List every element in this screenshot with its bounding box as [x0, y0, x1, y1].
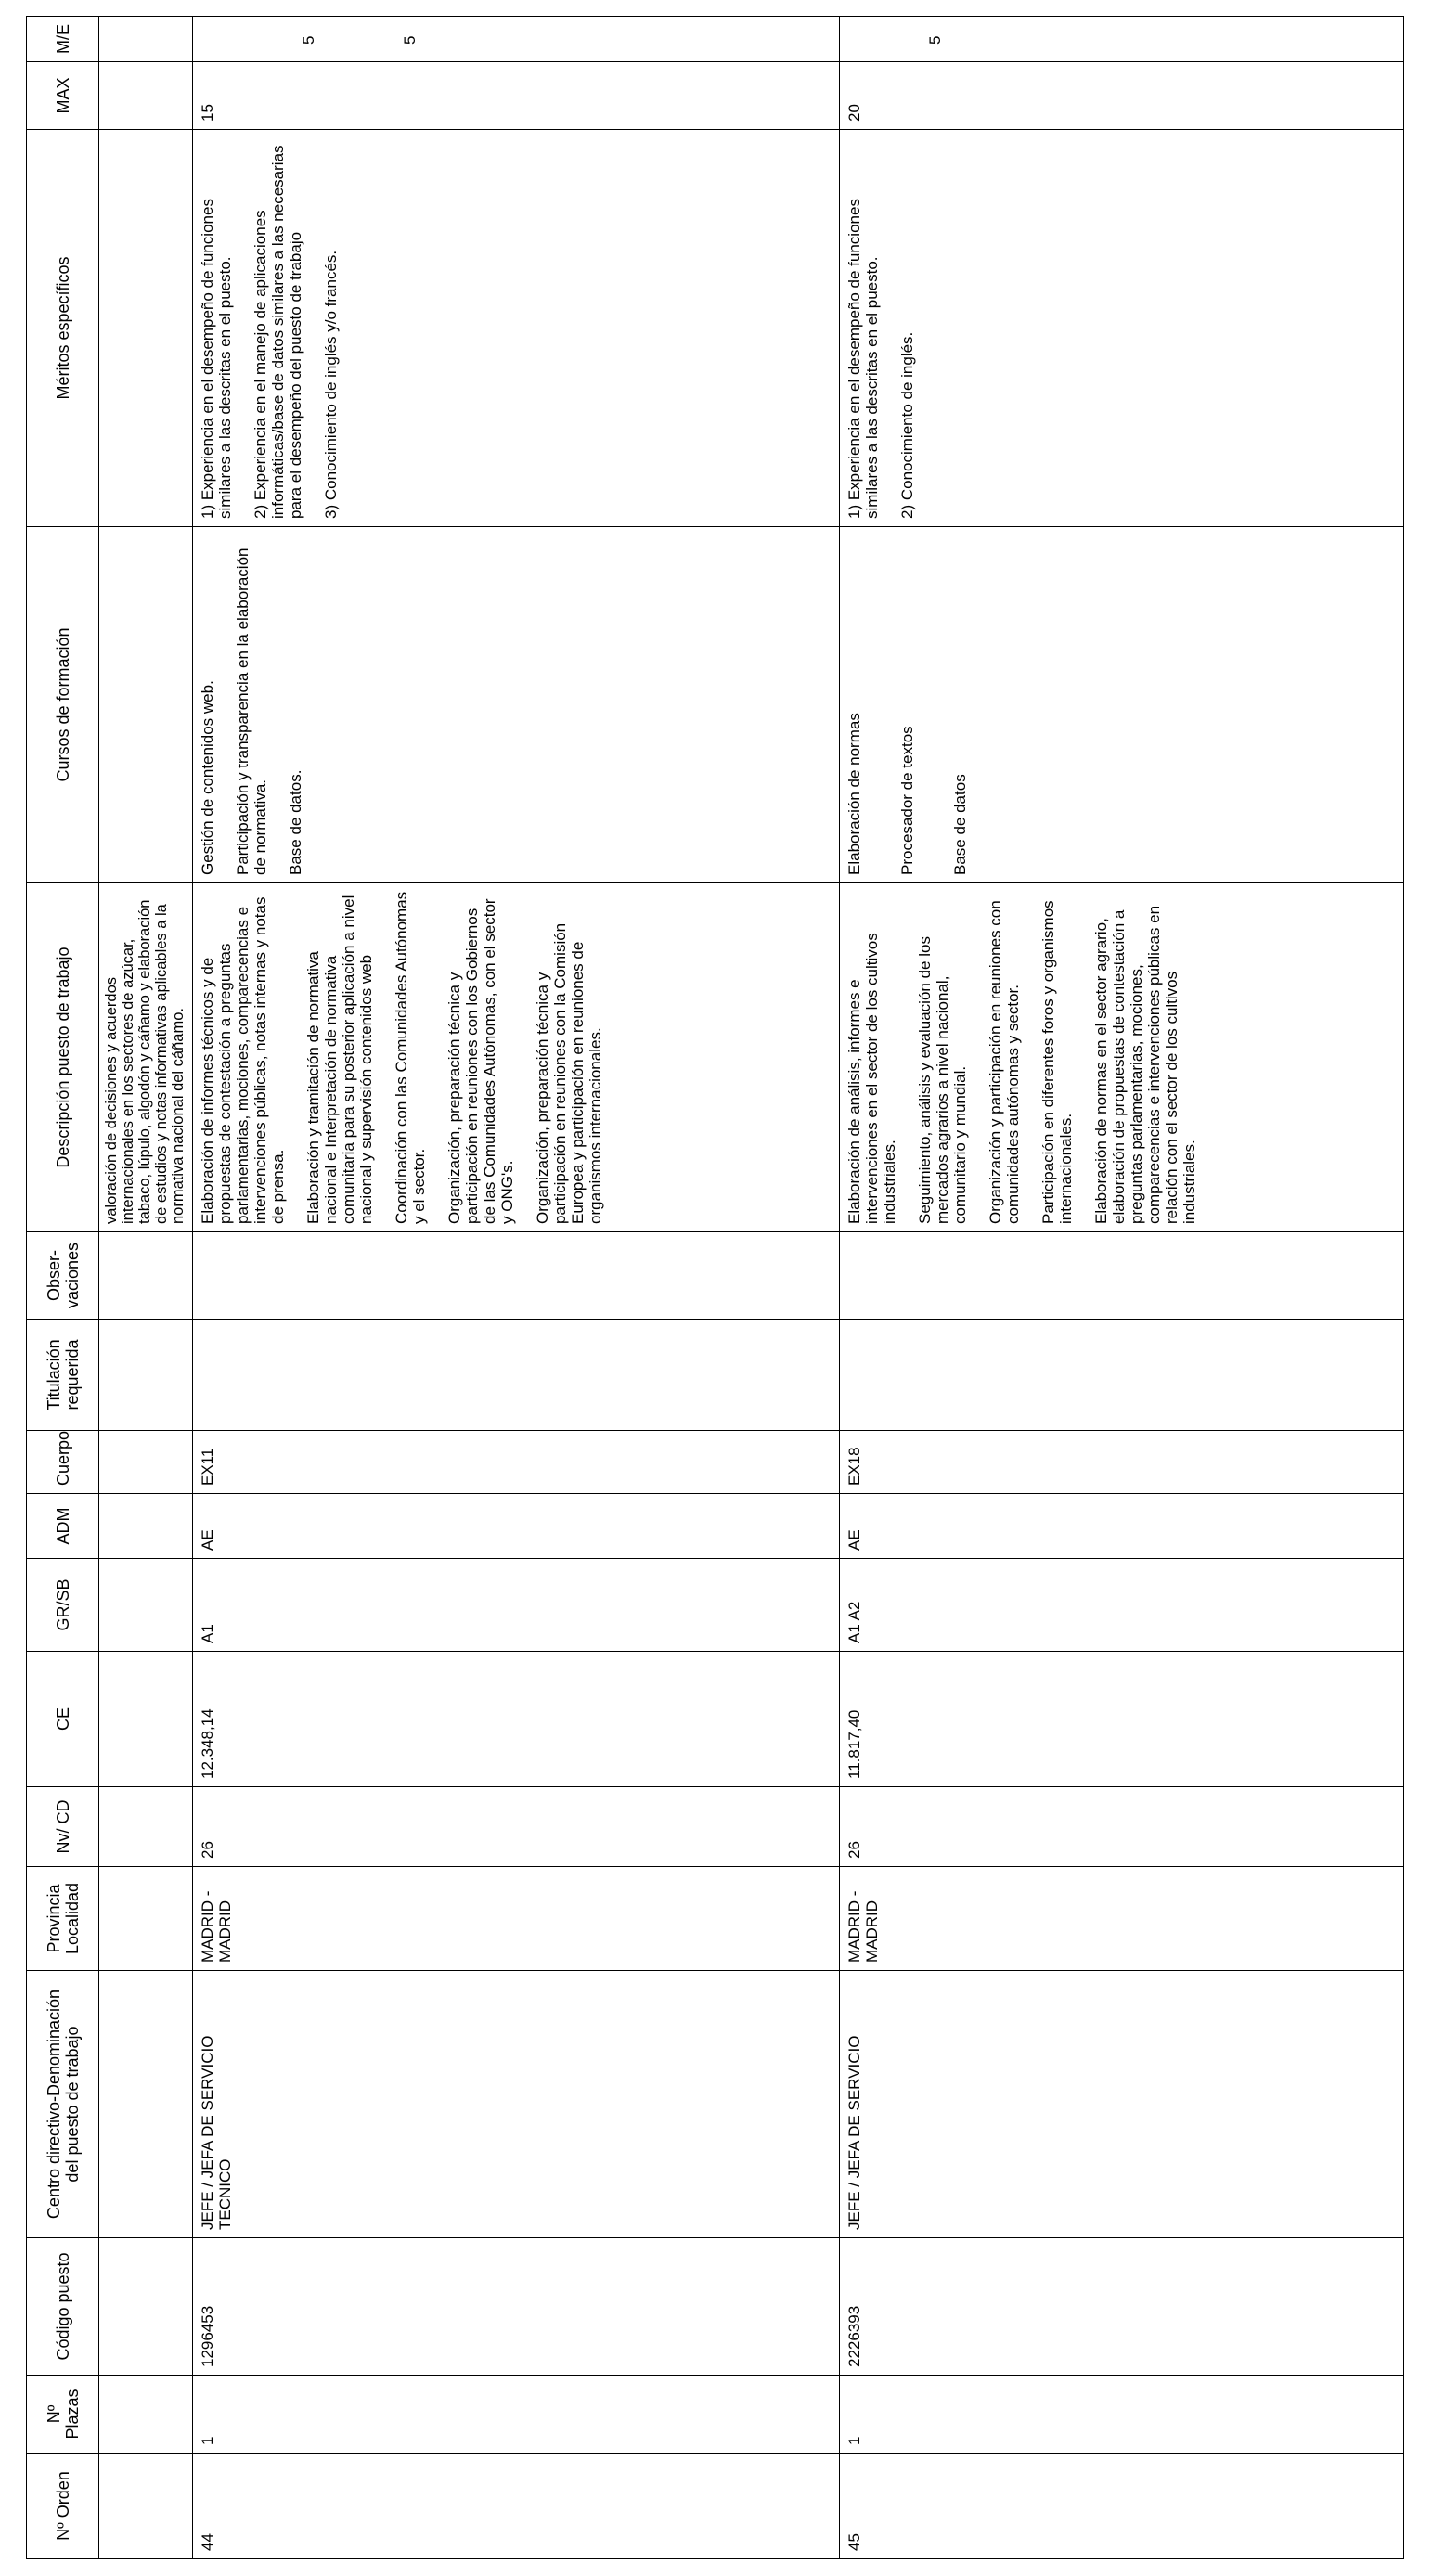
cell-titulacion [839, 1320, 1403, 1431]
header-max: MAX [27, 62, 99, 130]
header-meritos: Méritos específicos [27, 130, 99, 527]
header-cuerpo: Cuerpo [27, 1431, 99, 1494]
max-value: 5 [925, 35, 944, 45]
header-plazas: Nº Plazas [27, 2376, 99, 2454]
curso-item: Elaboración de normas [845, 713, 863, 875]
descripcion-item: Elaboración de informes técnicos y de propuestas de contestación a preguntas parlamentarias, mociones, comparecencias e intervenciones públicas, notas internas y notas de prensa. [199, 896, 287, 1224]
curso-item: Gestión de contenidos web. [199, 680, 216, 875]
cell-ce: 12.348,14 [193, 1652, 840, 1787]
curso-item: Base de datos. [287, 769, 304, 875]
cell-orden: 45 [839, 2454, 1403, 2559]
max-value: 20 [845, 104, 863, 122]
header-grupo: GR/SB [27, 1559, 99, 1652]
cell-codigo: 2226393 [839, 2238, 1403, 2376]
header-descripcion: Descripción puesto de trabajo [27, 883, 99, 1232]
cell-adm: AE [193, 1494, 840, 1559]
job-positions-table [26, 16, 1404, 2559]
descripcion-item: Elaboración y tramitación de normativa nacional e Interpretación de normativa comunitaria para su posterior aplicación a nivel nacional y supervisión contenidos web [304, 895, 375, 1224]
cell-grupo: A1 A2 [839, 1559, 1403, 1652]
cell-cursos [839, 527, 1403, 883]
cell-me [839, 17, 1403, 62]
header-titulacion: Titulación requerida [27, 1320, 99, 1431]
cell-nivel: 26 [193, 1787, 840, 1867]
merito-item: 1) Experiencia en el desempeño de funciones similares a las descritas en el puesto. [199, 199, 234, 519]
cell-nivel: 26 [839, 1787, 1403, 1867]
max-value: 5 [401, 35, 419, 45]
descripcion-item: Participación en diferentes foros y organismos internacionales. [1039, 900, 1075, 1224]
cell-titulacion [193, 1320, 840, 1431]
cell-max [839, 35, 1403, 130]
table-row-44 [193, 17, 840, 2559]
header-cursos: Cursos de formación [27, 527, 99, 883]
merito-item: 1) Experiencia en el desempeño de funciones similares a las descritas en el puesto. [845, 199, 881, 519]
cell-adm: AE [839, 1494, 1403, 1559]
descripcion-item: Seguimiento, análisis y evaluación de los mercados agrarios a nivel nacional, comunitario y mundial. [915, 936, 969, 1224]
cell-cuerpo: EX18 [839, 1431, 1403, 1494]
curso-item: Participación y transparencia en la elaboración de normativa. [234, 547, 269, 875]
cell-cursos [193, 527, 840, 883]
cell-cuerpo: EX11 [193, 1431, 840, 1494]
descripcion-item: Organización y participación en reuniones con comunidades autónomas y sector. [986, 900, 1022, 1224]
cell-provincia: MADRID - MADRID [193, 1867, 840, 1971]
descripcion-item: Organización, preparación técnica y participación en reuniones con la Comisión Europea y participación en reuniones de organismos internacionales. [534, 922, 604, 1224]
cell-plazas: 1 [839, 2376, 1403, 2454]
curso-item: Procesador de textos [897, 726, 916, 875]
descripcion-item: Coordinación con las Comunidades Autónomas y el sector. [393, 891, 428, 1224]
cell-meritos [193, 130, 840, 527]
descripcion-item: Elaboración de normas en el sector agrario, elaboración de propuestas de contestación a preguntas parlamentarias, mociones, comparecencias e intervenciones públicas en relación con el sector de los cultivos industriales. [1091, 905, 1198, 1224]
curso-item: Base de datos [950, 774, 969, 875]
merito-item: 2) Conocimiento de inglés. [897, 331, 916, 519]
header-adm: ADM [27, 1494, 99, 1559]
cell-plazas: 1 [193, 2376, 840, 2454]
descripcion-item: Organización, preparación técnica y participación en reuniones con los Gobiernos de las Comunidades Autónomas, con el sector y ONG's. [445, 898, 516, 1224]
cell-centro: JEFE / JEFA DE SERVICIO [839, 1971, 1403, 2238]
merito-item: 2) Experiencia en el manejo de aplicaciones informáticas/base de datos similares a las necesarias para el desempeño del puesto de trabajo [252, 145, 304, 519]
descripcion-item: Elaboración de análisis, informes e intervenciones en el sector de los cultivos industriales. [845, 933, 898, 1224]
max-value: 15 [199, 104, 216, 122]
continuation-row [99, 17, 193, 2559]
header-nivel: Nv/ CD [27, 1787, 99, 1867]
cell-descripcion [193, 883, 840, 1232]
merito-item: 3) Conocimiento de inglés y/o francés. [322, 250, 340, 519]
header-orden: Nº Orden [27, 2454, 99, 2559]
cell-observaciones [839, 1232, 1403, 1320]
cell-codigo: 1296453 [193, 2238, 840, 2376]
header-me: M/E [27, 17, 99, 62]
header-observaciones: Obser-vaciones [27, 1232, 99, 1320]
header-codigo: Código puesto [27, 2238, 99, 2376]
cell-ce: 11.817,40 [839, 1652, 1403, 1787]
header-provincia: Provincia Localidad [27, 1867, 99, 1971]
cell-centro: JEFE / JEFA DE SERVICIO TECNICO [193, 1971, 840, 2238]
cell-observaciones [193, 1232, 840, 1320]
header-centro: Centro directivo-Denominación del puesto de trabajo [27, 1971, 99, 2238]
cell-meritos [839, 130, 1403, 527]
cell-provincia: MADRID - MADRID [839, 1867, 1403, 1971]
continuation-descripcion: valoración de decisiones y acuerdos internacionales en los sectores de azúcar, tabaco, lúpulo, algodón y cáñamo y elaboración de estudios y notas informativas aplicables a la normativa nacional del cáñamo. [99, 883, 193, 1232]
cell-me [193, 17, 840, 62]
cell-max [193, 35, 840, 130]
header-row [27, 17, 99, 2559]
cell-orden: 44 [193, 2454, 840, 2559]
cell-descripcion [839, 883, 1403, 1232]
cell-grupo: A1 [193, 1559, 840, 1652]
max-value: 5 [300, 35, 317, 45]
header-ce: CE [27, 1652, 99, 1787]
table-row-45 [839, 17, 1403, 2559]
